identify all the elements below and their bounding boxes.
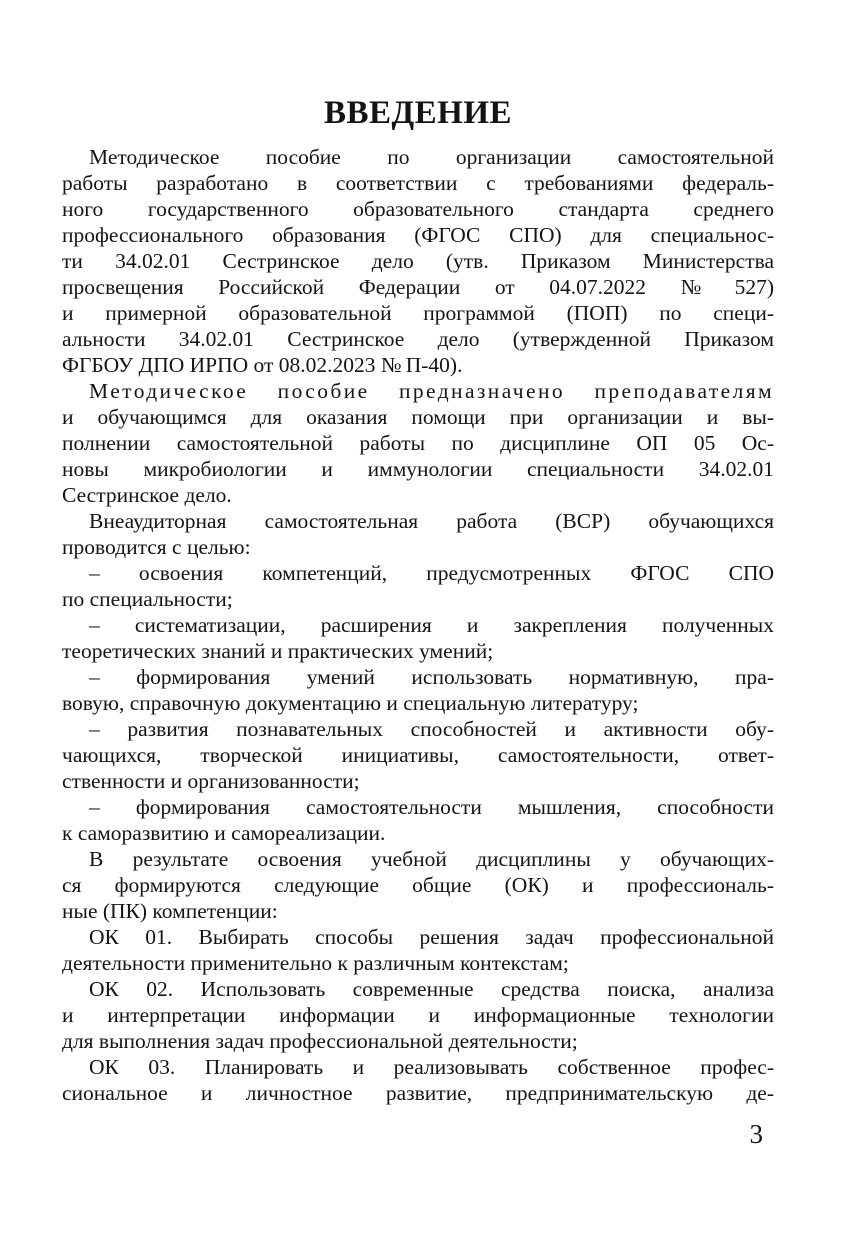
paragraph — [62, 924, 774, 976]
text-line: к саморазвитию и самореализации. — [62, 821, 386, 845]
page-title: ВВЕДЕНИЕ — [323, 95, 513, 131]
paragraph — [62, 144, 774, 378]
text-line: Методическое пособие предназначено преподавателям — [89, 379, 774, 403]
text-line: и примерной образовательной программой (ПОП) по специ- — [62, 301, 774, 325]
paragraph — [62, 794, 774, 846]
text-line: – развития познавательных способностей и активности обу- — [89, 717, 774, 741]
text-line: ственности и организованности; — [62, 769, 360, 793]
text-line: полнении самостоятельной работы по дисциплине ОП 05 Ос- — [62, 431, 774, 455]
text-line: альности 34.02.01 Сестринское дело (утвержденной Приказом — [62, 327, 774, 351]
text-line: ОК 01. Выбирать способы решения задач профессиональной — [89, 925, 774, 949]
text-line: ного государственного образовательного стандарта среднего — [62, 197, 774, 221]
text-line: по специальности; — [62, 587, 233, 611]
text-line: – формирования самостоятельности мышления, способности — [89, 795, 774, 819]
paragraph — [62, 664, 774, 716]
text-line: Методическое пособие по организации самостоятельной — [89, 145, 774, 169]
text-line: теоретических знаний и практических умений; — [62, 639, 494, 663]
paragraph — [62, 508, 774, 560]
text-line: ся формируются следующие общие (ОК) и профессиональ- — [62, 873, 774, 897]
text-line: – систематизации, расширения и закрепления полученных — [89, 613, 774, 637]
text-line: профессионального образования (ФГОС СПО) для специальнос- — [62, 223, 774, 247]
paragraph — [62, 612, 774, 664]
text-line: вовую, справочную документацию и специальную литературу; — [62, 691, 639, 715]
text-line: – освоения компетенций, предусмотренных ФГОС СПО — [89, 561, 774, 585]
paragraph — [62, 976, 774, 1054]
text-line: ти 34.02.01 Сестринское дело (утв. Приказом Министерства — [62, 249, 774, 273]
paragraph — [62, 560, 774, 612]
text-line: и интерпретации информации и информационные технологии — [62, 1003, 774, 1027]
text-line: проводится с целью: — [62, 535, 251, 559]
paragraph — [62, 716, 774, 794]
text-line: сиональное и личностное развитие, предпринимательскую де- — [62, 1081, 774, 1105]
text-line: и обучающимся для оказания помощи при организации и вы- — [62, 405, 774, 429]
text-line: чающихся, творческой инициативы, самостоятельности, ответ- — [62, 743, 774, 767]
text-line: Сестринское дело. — [62, 483, 232, 507]
text-line: ОК 03. Планировать и реализовывать собственное профес- — [89, 1055, 774, 1079]
text-line: В результате освоения учебной дисциплины у обучающих- — [89, 847, 774, 871]
text-line: просвещения Российской Федерации от 04.07.2022 № 527) — [62, 275, 774, 299]
body-text — [62, 144, 774, 1106]
text-block — [62, 97, 774, 1106]
page-number: 3 — [749, 1119, 763, 1149]
paragraph — [62, 1054, 774, 1106]
text-line: новы микробиологии и иммунологии специальности 34.02.01 — [62, 457, 774, 481]
text-line: ные (ПК) компетенции: — [62, 899, 278, 923]
text-line: – формирования умений использовать нормативную, пра- — [89, 665, 774, 689]
paragraph — [62, 378, 774, 508]
text-line: Внеаудиторная самостоятельная работа (ВСР) обучающихся — [89, 509, 774, 533]
text-line: ФГБОУ ДПО ИРПО от 08.02.2023 № П-40). — [62, 353, 463, 377]
text-line: для выполнения задач профессиональной деятельности; — [62, 1029, 578, 1053]
paragraph — [62, 846, 774, 924]
text-line: деятельности применительно к различным контекстам; — [62, 951, 569, 975]
text-line: ОК 02. Использовать современные средства поиска, анализа — [89, 977, 774, 1001]
text-line: работы разработано в соответствии с требованиями федераль- — [62, 171, 774, 195]
